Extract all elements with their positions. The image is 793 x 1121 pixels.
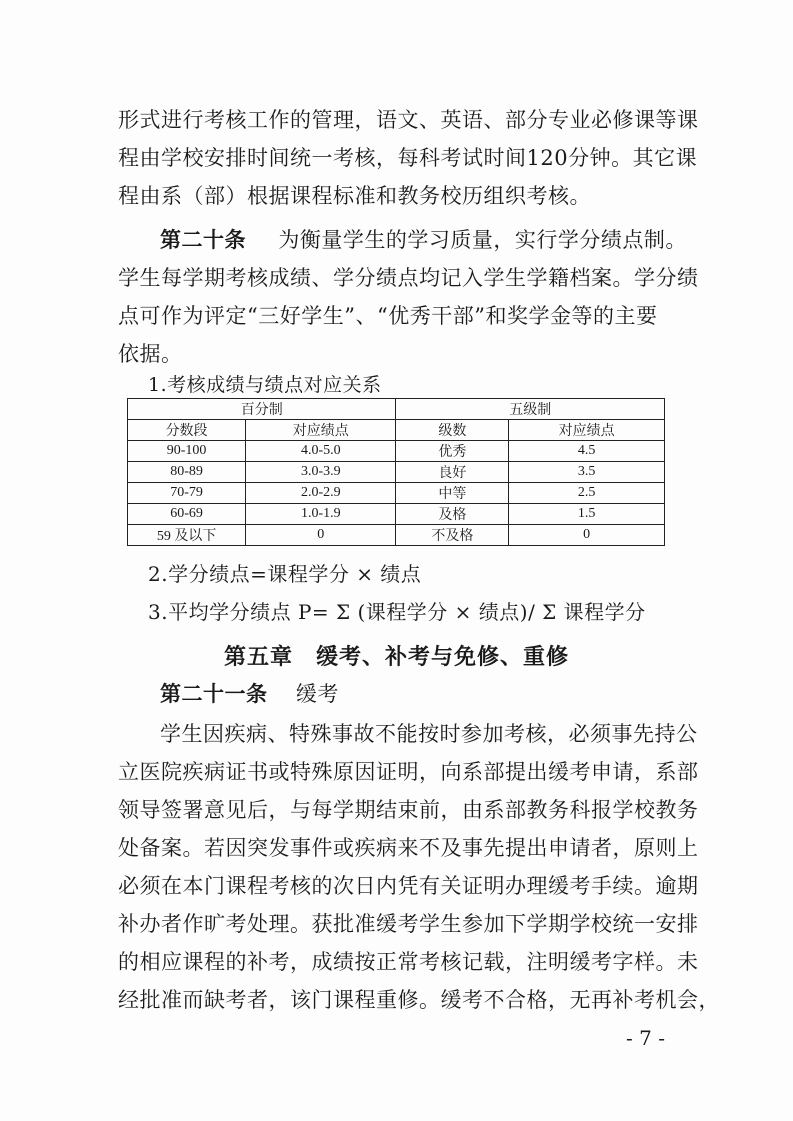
table-cell: 59 及以下: [128, 525, 246, 546]
col-header: 级数: [396, 420, 509, 441]
article-20-text: 为衡量学生的学习质量，实行学分绩点制。: [278, 228, 687, 252]
paragraph-line: 领导签署意见后，与每学期结束前，由系部教务科报学校教务: [118, 798, 699, 822]
article-21-subtitle: 缓考: [295, 682, 339, 706]
table-caption: 1.考核成绩与绩点对应关系: [148, 374, 382, 396]
table-cell: 70-79: [128, 483, 246, 504]
table-row: [128, 483, 665, 504]
table-group-header-row: [128, 399, 665, 420]
paragraph-line: 程由学校安排时间统一考核，每科考试时间120分钟。其它课: [118, 146, 698, 170]
table-row: [128, 504, 665, 525]
col-header: 对应绩点: [246, 420, 396, 441]
article-21-title: 第二十一条: [160, 681, 268, 706]
table-cell: 3.5: [509, 462, 665, 483]
table-cell: 2.0-2.9: [246, 483, 396, 504]
table-cell: 0: [509, 525, 665, 546]
formula-average-points: 3.平均学分绩点 P= Σ (课程学分 × 绩点)/ Σ 课程学分: [148, 600, 646, 624]
paragraph-line: 的相应课程的补考，成绩按正常考核记载，注明缓考字样。未: [118, 950, 699, 974]
table-cell: 0: [246, 525, 396, 546]
table-cell: 及格: [396, 504, 509, 525]
article-20-line: [160, 226, 687, 254]
col-header: 对应绩点: [509, 420, 665, 441]
table-cell: 3.0-3.9: [246, 462, 396, 483]
page-number: - 7 -: [626, 1026, 665, 1050]
paragraph-line: 经批准而缺考者，该门课程重修。缓考不合格，无再补考机会，: [118, 988, 720, 1012]
table-cell: 80-89: [128, 462, 246, 483]
paragraph-line: 学生因疾病、特殊事故不能按时参加考核，必须事先持公: [160, 722, 698, 746]
table-cell: 60-69: [128, 504, 246, 525]
article-20-title: 第二十条: [160, 227, 246, 252]
paragraph-line: 依据。: [118, 342, 183, 366]
group-header-percent: 百分制: [128, 399, 396, 420]
paragraph-line: 学生每学期考核成绩、学分绩点均记入学生学籍档案。学分绩: [118, 266, 699, 290]
table-cell: 4.5: [509, 441, 665, 462]
table-cell: 优秀: [396, 441, 509, 462]
table-cell: 不及格: [396, 525, 509, 546]
table-cell: 90-100: [128, 441, 246, 462]
formula-credit-points: 2.学分绩点=课程学分 × 绩点: [148, 562, 422, 586]
chapter-title: 第五章 缓考、补考与免修、重修: [223, 644, 569, 670]
table-cell: 1.5: [509, 504, 665, 525]
paragraph-line: 处备案。若因突发事件或疾病来不及事先提出申请者，原则上: [118, 836, 699, 860]
paragraph-line: 必须在本门课程考核的次日内凭有关证明办理缓考手续。逾期: [118, 874, 699, 898]
table-header-row: [128, 420, 665, 441]
table-row: [128, 441, 665, 462]
col-header: 分数段: [128, 420, 246, 441]
group-header-five-level: 五级制: [396, 399, 665, 420]
article-21-heading: [160, 680, 339, 708]
table-cell: 2.5: [509, 483, 665, 504]
paragraph-line: 程由系（部）根据课程标准和教务校历组织考核。: [118, 184, 591, 208]
paragraph-line: 点可作为评定“三好学生”、“优秀干部”和奖学金等的主要: [118, 304, 658, 328]
table-cell: 良好: [396, 462, 509, 483]
paragraph-line: 形式进行考核工作的管理，语文、英语、部分专业必修课等课: [118, 108, 699, 132]
table-row: [128, 462, 665, 483]
grade-table: [127, 398, 665, 546]
table-cell: 1.0-1.9: [246, 504, 396, 525]
paragraph-line: 立医院疾病证书或特殊原因证明，向系部提出缓考申请，系部: [118, 760, 699, 784]
table-cell: 4.0-5.0: [246, 441, 396, 462]
paragraph-line: 补办者作旷考处理。获批准缓考学生参加下学期学校统一安排: [118, 912, 699, 936]
table-row: [128, 525, 665, 546]
table-cell: 中等: [396, 483, 509, 504]
